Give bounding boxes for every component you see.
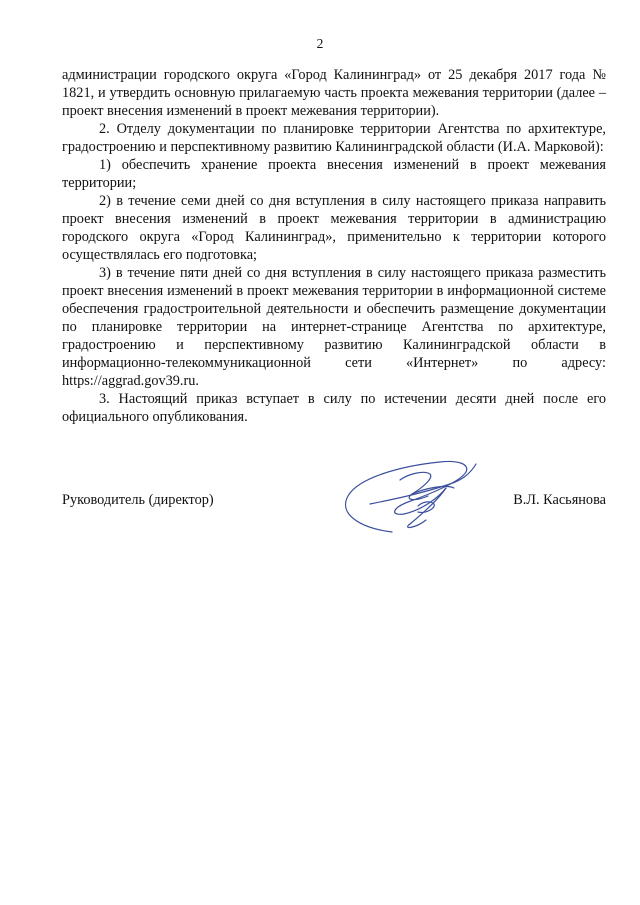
paragraph-item-2: 2. Отделу документации по планировке территории Агентства по архитектуре, градостроению и перспективному развитию Калининградской области (И.А. Марковой): <box>62 121 606 155</box>
paragraph-subitem-3: 3) в течение пяти дней со дня вступления в силу настоящего приказа разместить проект внесения изменений в проект межевания территории в информационной системе обеспечения градостроительной деятельности и обеспечить размещение документации по планировке территории на интернет-странице Агентства по архитектуре, градостроению и перспективному развитию Калининградской области в информационно-телекоммуникационной сети «Интернет» по адресу: https://aggrad.gov39.ru. <box>62 265 606 389</box>
signatory-title: Руководитель (директор) <box>62 492 214 508</box>
signatory-name: В.Л. Касьянова <box>513 492 606 508</box>
paragraph-item-3: 3. Настоящий приказ вступает в силу по истечении десяти дней после его официального опубликования. <box>62 391 606 425</box>
paragraph-subitem-1: 1) обеспечить хранение проекта внесения изменений в проект межевания территории; <box>62 157 606 191</box>
page-number: 2 <box>316 36 324 51</box>
paragraph-continuation: администрации городского округа «Город Калининград» от 25 декабря 2017 года № 1821, и утвердить основную прилагаемую часть проекта межевания территории (далее – проект внесения изменений в проект межевания территории). <box>62 67 606 119</box>
paragraph-subitem-2: 2) в течение семи дней со дня вступления в силу настоящего приказа направить проект внесения изменений в проект межевания территории в администрацию городского округа «Город Калининград», применительно к территории которого осуществлялась его подготовка; <box>62 193 606 263</box>
signature-block <box>62 488 606 518</box>
document-body <box>62 66 606 426</box>
